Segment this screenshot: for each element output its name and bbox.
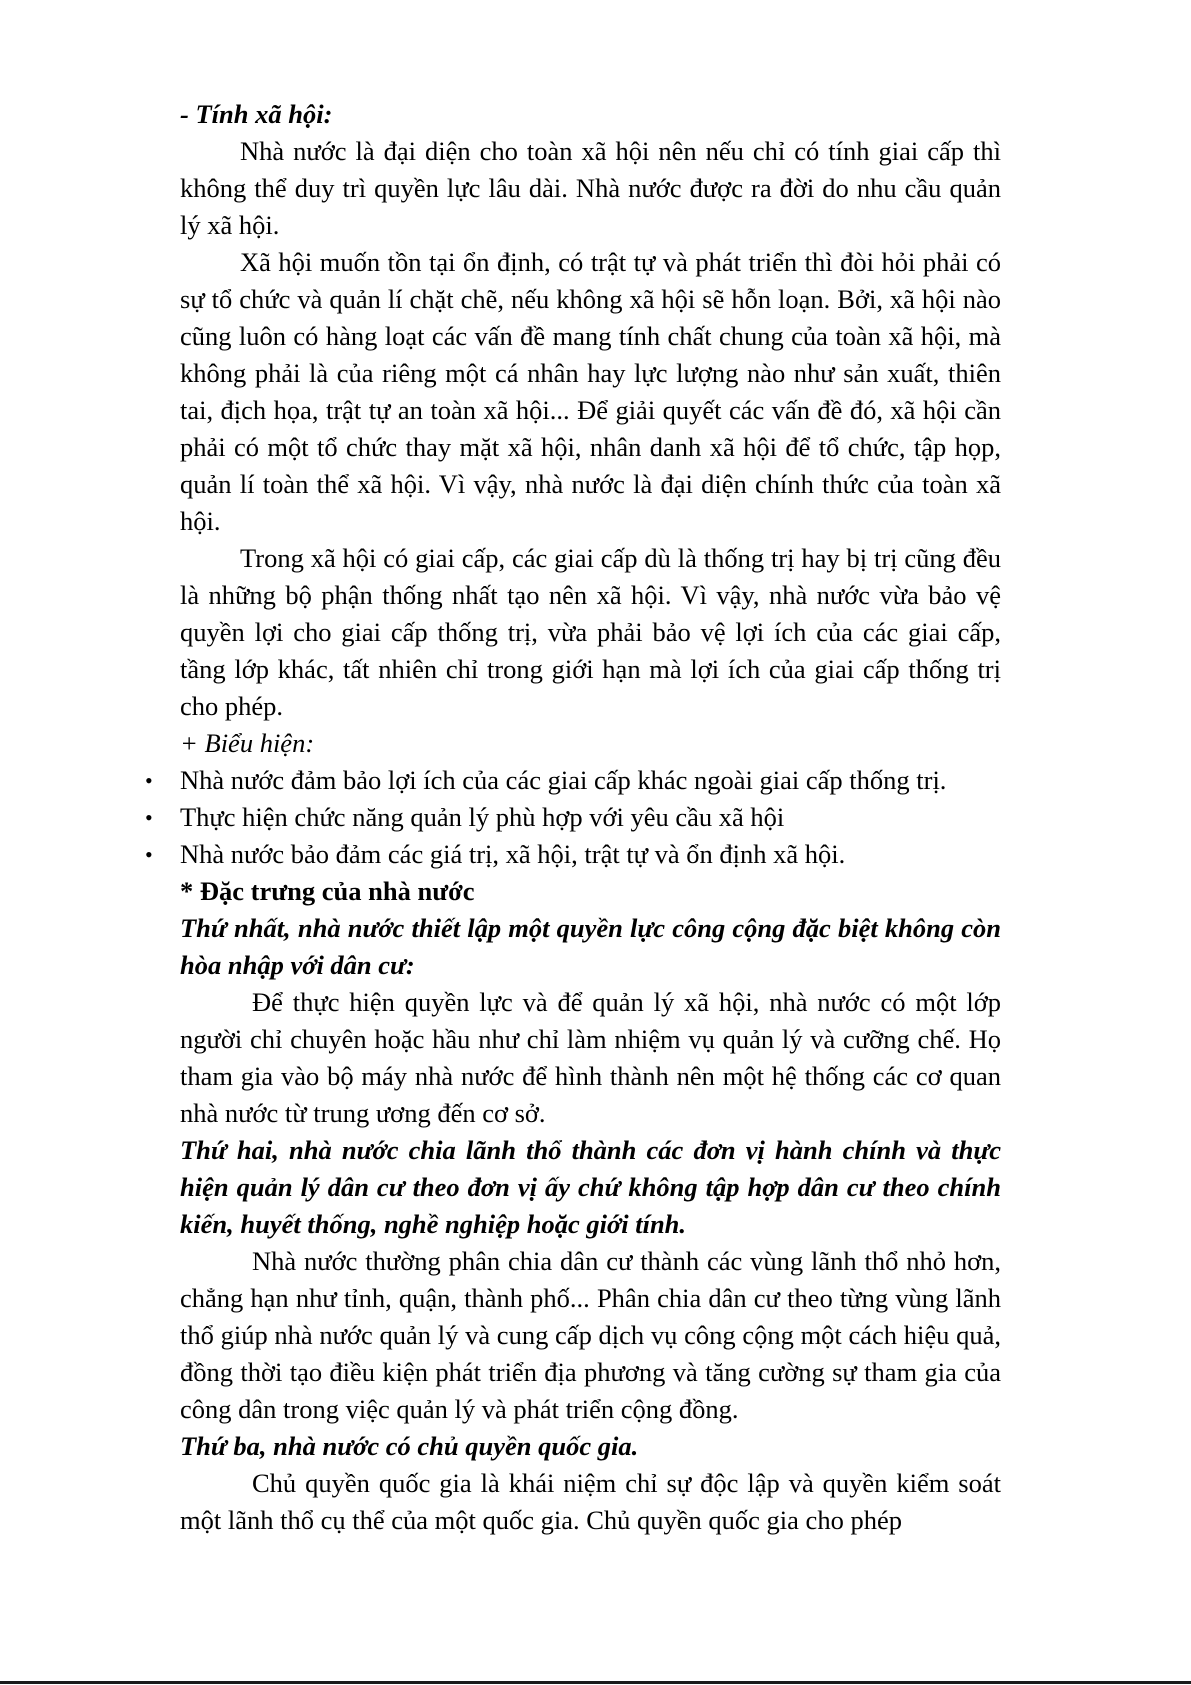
bullet-icon: • bbox=[145, 842, 153, 867]
feature-body-first: Để thực hiện quyền lực và để quản lý xã hội, nhà nước có một lớp người chỉ chuyên hoặc hầu như chỉ làm nhiệm vụ quản lý và cưỡng chế. Họ tham gia vào bộ máy nhà nước để hình thành nên một hệ thống các cơ quan nhà nước từ trung ương đến cơ sở. bbox=[180, 987, 1001, 1128]
list-item bbox=[145, 836, 1001, 873]
bullet-text: Nhà nước đảm bảo lợi ích của các giai cấp khác ngoài giai cấp thống trị. bbox=[180, 765, 947, 795]
page-bottom-rule bbox=[0, 1681, 1191, 1684]
bullet-icon: • bbox=[145, 768, 153, 793]
bullet-text: Thực hiện chức năng quản lý phù hợp với yêu cầu xã hội bbox=[180, 802, 785, 832]
feature-body-third: Chủ quyền quốc gia là khái niệm chỉ sự độc lập và quyền kiểm soát một lãnh thổ cụ thể của một quốc gia. Chủ quyền quốc gia cho phép bbox=[180, 1468, 1001, 1535]
manifest-label: + Biểu hiện: bbox=[180, 728, 315, 758]
paragraph-social-3: Trong xã hội có giai cấp, các giai cấp dù là thống trị hay bị trị cũng đều là những bộ phận thống nhất tạo nên xã hội. Vì vậy, nhà nước vừa bảo vệ quyền lợi cho giai cấp thống trị, vừa phải bảo vệ lợi ích của các giai cấp, tầng lớp khác, tất nhiên chỉ trong giới hạn mà lợi ích của giai cấp thống trị cho phép. bbox=[180, 543, 1001, 721]
feature-body-second: Nhà nước thường phân chia dân cư thành các vùng lãnh thổ nhỏ hơn, chẳng hạn như tỉnh, quận, thành phố... Phân chia dân cư theo từng vùng lãnh thổ giúp nhà nước quản lý và cung cấp dịch vụ công cộng một cách hiệu quả, đồng thời tạo điều kiện phát triển địa phương và tăng cường sự tham gia của công dân trong việc quản lý và phát triển cộng đồng. bbox=[180, 1246, 1001, 1424]
feature-heading-second: Thứ hai, nhà nước chia lãnh thổ thành các đơn vị hành chính và thực hiện quản lý dân cư theo đơn vị ấy chứ không tập hợp dân cư theo chính kiến, huyết thống, nghề nghiệp hoặc giới tính. bbox=[180, 1135, 1001, 1239]
feature-heading-third: Thứ ba, nhà nước có chủ quyền quốc gia. bbox=[180, 1431, 639, 1461]
section-heading-features: * Đặc trưng của nhà nước bbox=[180, 876, 475, 906]
document-page bbox=[145, 96, 1001, 1539]
manifest-bullet-list bbox=[145, 762, 1001, 873]
list-item bbox=[145, 799, 1001, 836]
paragraph-social-2: Xã hội muốn tồn tại ổn định, có trật tự và phát triển thì đòi hỏi phải có sự tổ chức và quản lí chặt chẽ, nếu không xã hội sẽ hỗn loạn. Bởi, xã hội nào cũng luôn có hàng loạt các vấn đề mang tính chất chung của toàn xã hội, mà không phải là của riêng một cá nhân hay lực lượng nào như sản xuất, thiên tai, địch họa, trật tự an toàn xã hội... Để giải quyết các vấn đề đó, xã hội cần phải có một tổ chức thay mặt xã hội, nhân danh xã hội để tổ chức, tập họp, quản lí toàn thể xã hội. Vì vậy, nhà nước là đại diện chính thức của toàn xã hội. bbox=[180, 247, 1001, 536]
bullet-icon: • bbox=[145, 805, 153, 830]
paragraph-social-1: Nhà nước là đại diện cho toàn xã hội nên nếu chỉ có tính giai cấp thì không thể duy trì quyền lực lâu dài. Nhà nước được ra đời do nhu cầu quản lý xã hội. bbox=[180, 136, 1001, 240]
section-heading-social: - Tính xã hội: bbox=[180, 99, 333, 129]
bullet-text: Nhà nước bảo đảm các giá trị, xã hội, trật tự và ổn định xã hội. bbox=[180, 839, 846, 869]
list-item bbox=[145, 762, 1001, 799]
feature-heading-first: Thứ nhất, nhà nước thiết lập một quyền lực công cộng đặc biệt không còn hòa nhập với dân cư: bbox=[180, 913, 1001, 980]
